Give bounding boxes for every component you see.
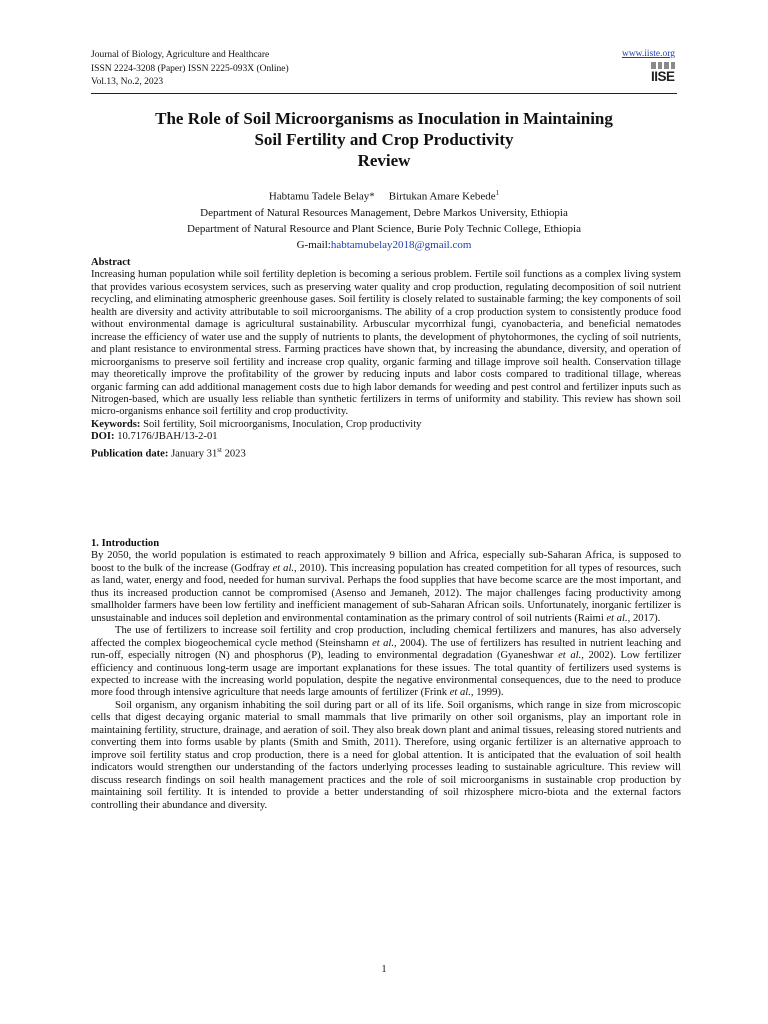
header-rule bbox=[91, 93, 677, 94]
email-link[interactable]: habtamubelay2018@gmail.com bbox=[330, 238, 472, 251]
pubdate-sup: st bbox=[217, 445, 222, 454]
journal-header bbox=[91, 49, 289, 90]
journal-website-link[interactable]: www.iiste.org bbox=[621, 49, 675, 59]
journal-issn: ISSN 2224-3208 (Paper) ISSN 2225-093X (Online) bbox=[91, 63, 289, 74]
journal-volume: Vol.13, No.2, 2023 bbox=[91, 77, 164, 87]
abstract-heading: Abstract bbox=[91, 257, 131, 268]
author-2-sup: 1 bbox=[495, 189, 500, 197]
doi-label: DOI: bbox=[91, 431, 115, 443]
pubdate-line bbox=[91, 444, 681, 461]
affiliation-2: Department of Natural Resource and Plant Science, Burie Poly Technic College, Ethiopia bbox=[187, 222, 581, 235]
pubdate-year: 2023 bbox=[224, 448, 246, 460]
doi-value: 10.7176/JBAH/13-2-01 bbox=[117, 431, 218, 443]
author-2: Birtukan Amare Kebede bbox=[388, 190, 496, 203]
intro-paragraph-1: By 2050, the world population is estimated to reach approximately 9 billion and Africa, especially sub-Saharan Africa, is supposed to boost to the bulk of the increase (Godfray et al., 2010). This increasing population has created competition for all types of resources, such as land, water, energy and food, needed for human survival. Perhaps the food supplies that have become scarce are the most important, and thus its increased production cannot be compromised (Asenso and Jemaneh, 2012). The major challenges facing productivity among smallholder farmers have been low fertility and inefficient management of sub-Saharan African soils. Unfortunately, inorganic fertilizer is unsustainable and induces soil depletion and environmental contamination as the primary control of soil nutrients (Raimi et al., 2017). bbox=[91, 550, 681, 624]
keywords-label: Keywords: bbox=[91, 418, 141, 430]
intro-paragraph-2: The use of fertilizers to increase soil fertility and crop production, including chemical fertilizers and manures, has also adversely affected the complex biogeochemical cycle method (Steinshamn et al., 2004). The use of fertilizers has resulted in nutrient leaching and run-off, especially nitrogen (N) and phosphorus (P), leading to environmental degradation (Gyaneshwar et al., 2002). Low fertilizer efficiency and continuous long-term usage are important explanations for these issues. The total quantity of fertilizers used systems is expected to increase with the increasing world population, despite the negative environmental consequences, due to the need to produce more food through intensive agriculture that needs large amounts of fertilizer (Frink et al., 1999). bbox=[91, 625, 681, 699]
abstract-section bbox=[91, 257, 681, 461]
introduction-heading: 1. Introduction bbox=[91, 538, 160, 549]
logo-text: IISE bbox=[651, 69, 675, 84]
keywords-line bbox=[91, 419, 681, 431]
affiliation-1: Department of Natural Resources Management, Debre Markos University, Ethiopia bbox=[200, 206, 568, 219]
paper-title bbox=[60, 108, 708, 171]
iiste-logo bbox=[651, 62, 675, 90]
keywords: Soil fertility, Soil microorganisms, Inoculation, Crop productivity bbox=[143, 418, 422, 430]
journal-name: Journal of Biology, Agriculture and Healthcare bbox=[91, 50, 270, 60]
author-block bbox=[60, 185, 708, 253]
intro-paragraph-3: Soil organism, any organism inhabiting the soil during part or all of its life. Soil organisms, which range in size from microscopic cells that digest decaying organic material to small mammals that live primarily on other soil organisms, play an important role in maintaining fertility, structure, drainage, and aeration of soil. They also break down plant and animal tissues, releasing stored nutrients and converting them into forms usable by plants (Smith and Smith, 2011). Therefore, using organic fertilizer is an alternative approach to improve soil fertility status and crop production, there is a need for global attention. It is anticipated that the evaluation of soil health indicators would strengthen our understanding of the factors underlying processes leading to sustainable agriculture. This review will discuss research findings on soil health management practices and the role of soil microorganisms in sustainable crop production by maintaining soil fertility. It is intended to provide a better understanding of soil rhizosphere micro-biota and the external factors controlling their abundance and diversity. bbox=[91, 699, 681, 811]
pubdate-value: January 31 bbox=[171, 448, 218, 460]
title-line-2: Soil Fertility and Crop Productivity bbox=[254, 130, 514, 149]
email-label: G-mail: bbox=[296, 238, 331, 251]
doi-line bbox=[91, 431, 681, 443]
abstract-text: Increasing human population while soil fertility depletion is becoming a serious problem. Fertile soil functions as a complex living system that provides various ecosystem services, such as preserving water quality and crop production, regulating decomposition of soil nutrient recycling, and eliminating atmospheric greenhouse gases. Soil fertility is closely related to sustainable farming; the key components of soil health are diversity and activity attributable to soil microorganisms. The ability of a crop production system to consistently produce food without environmental damage is agricultural sustainability. Arbuscular mycorrhizal fungi, cyanobacteria, and beneficial nematodes increase the efficiency of water use and the supply of nutrients to plants, the development of phytohormones, the cycling of soil nutrients, and plant resistance to environmental stress. Farming practices have shown that, by increasing the abundance, diversity, and operation of microorganisms to preserve soil fertility and increase crop quality, organic farming and tillage improve soil health. Conservation tillage may theoretically improve the profitability of the grower by reducing inputs and labor costs compared to traditional tillage, whereas organic farming can add additional management costs due to high labor demands for weeding and pest control and fertilizer inputs such as Nitrogen-based, which are usually less reliable than synthetic fertilizers in terms of uniformity and stability. This review has shown soil micro-organisms enhance soil fertility and crop productivity. bbox=[91, 269, 681, 418]
email-line bbox=[60, 237, 708, 253]
introduction-section bbox=[91, 538, 681, 812]
author-1: Habtamu Tadele Belay* bbox=[268, 190, 375, 203]
pubdate-label: Publication date: bbox=[91, 448, 169, 460]
title-line-3: Review bbox=[357, 151, 411, 170]
title-line-1: The Role of Soil Microorganisms as Inoculation in Maintaining bbox=[155, 109, 613, 128]
author-names bbox=[60, 185, 708, 205]
page-number: 1 bbox=[381, 964, 387, 975]
